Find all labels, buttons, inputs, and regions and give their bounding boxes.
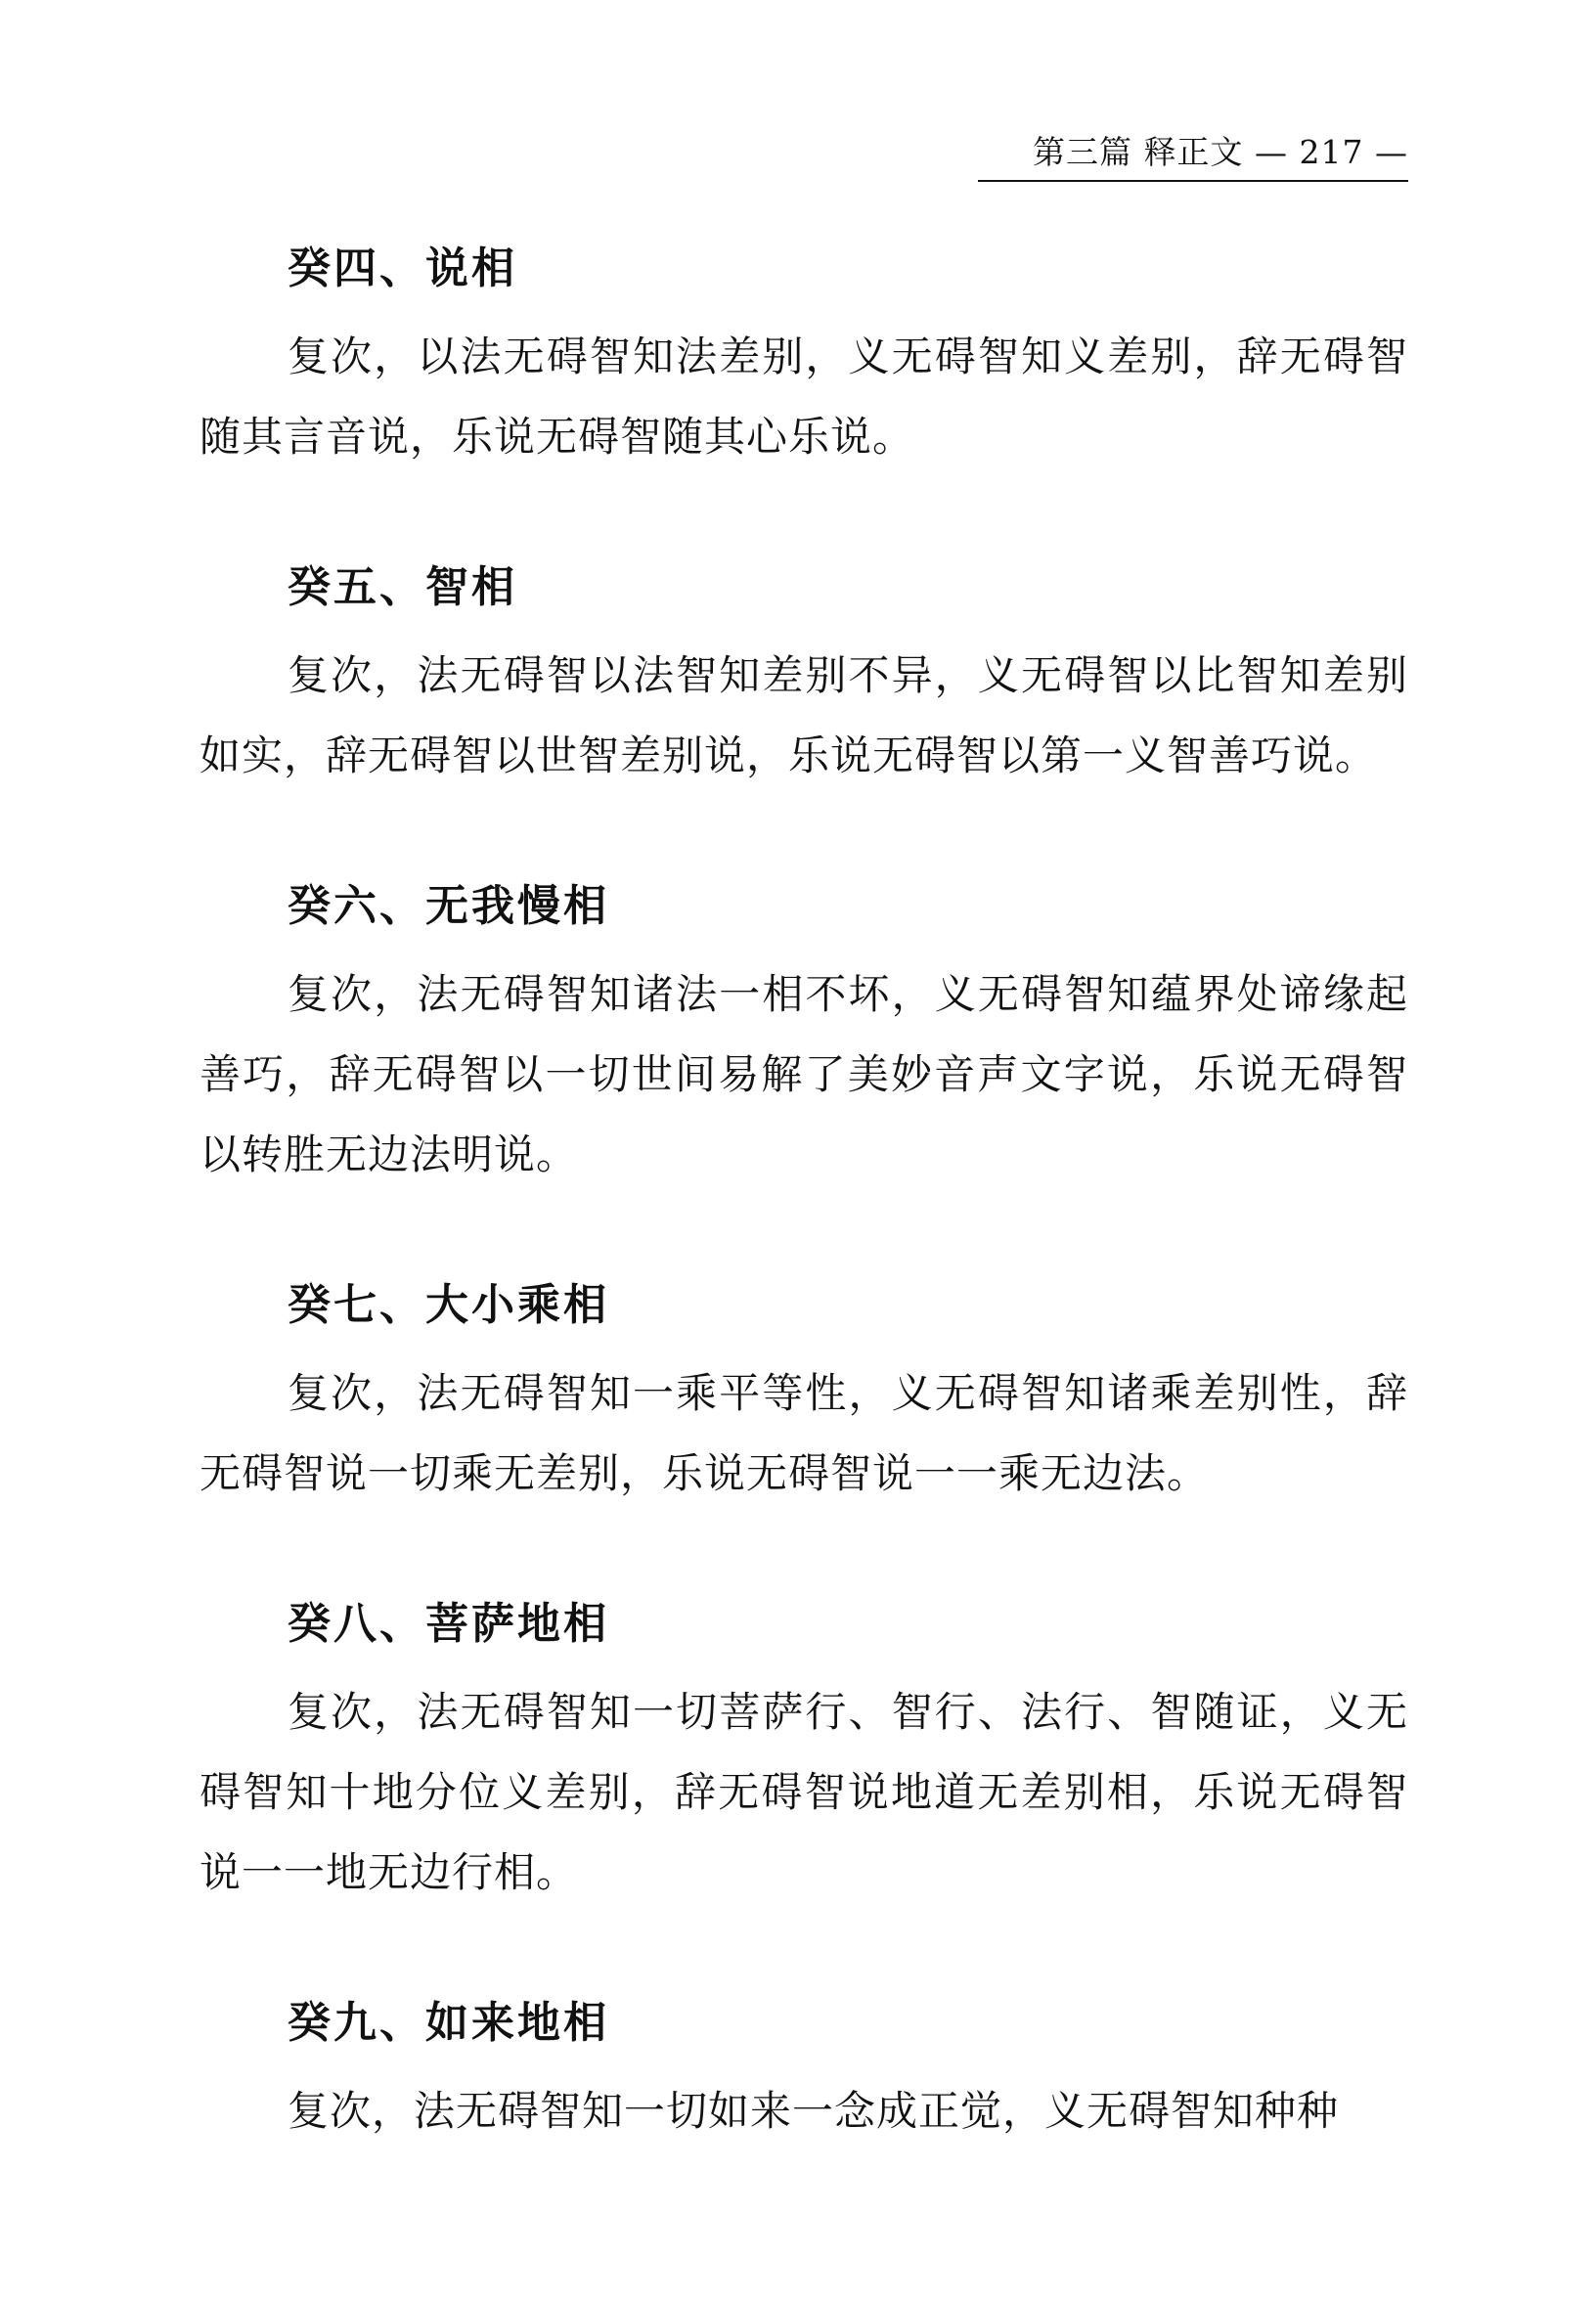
section-body: 复次，法无碍智以法智知差别不异，义无碍智以比智知差别如实，辞无碍智以世智差别说，乐说无碍智以第一义智善巧说。	[200, 651, 1408, 779]
section-gui-9	[200, 1989, 1408, 2151]
section-heading: 癸七、大小乘相	[288, 1280, 609, 1330]
section-gui-6	[200, 872, 1408, 1195]
section-body: 复次，法无碍智知一切如来一念成正觉，义无碍智知种种	[288, 2087, 1340, 2135]
section-gui-8	[200, 1590, 1408, 1913]
section-heading: 癸六、无我慢相	[288, 881, 609, 931]
section-heading: 癸四、说相	[288, 244, 517, 293]
section-gui-7	[200, 1271, 1408, 1514]
section-body: 复次，法无碍智知一切菩萨行、智行、法行、智随证，义无碍智知十地分位义差别，辞无碍智说地道无差别相，乐说无碍智说一一地无边行相。	[200, 1688, 1408, 1896]
section-body: 复次，法无碍智知诸法一相不坏，义无碍智知蕴界处谛缘起善巧，辞无碍智以一切世间易解了美妙音声文字说，乐说无碍智以转胜无边法明说。	[200, 970, 1408, 1178]
section-heading: 癸五、智相	[288, 562, 517, 612]
section-heading: 癸八、菩萨地相	[288, 1599, 609, 1649]
section-gui-4	[200, 235, 1408, 477]
section-body: 复次，以法无碍智知法差别，义无碍智知义差别，辞无碍智随其言音说，乐说无碍智随其心乐说。	[200, 332, 1408, 461]
running-header: 第三篇 释正文 — 217 —	[978, 133, 1408, 182]
section-heading: 癸九、如来地相	[288, 1998, 609, 2048]
section-list	[200, 235, 1408, 2228]
section-body: 复次，法无碍智知一乘平等性，义无碍智知诸乘差别性，辞无碍智说一切乘无差别，乐说无碍智说一一乘无边法。	[200, 1369, 1408, 1497]
section-gui-5	[200, 554, 1408, 796]
